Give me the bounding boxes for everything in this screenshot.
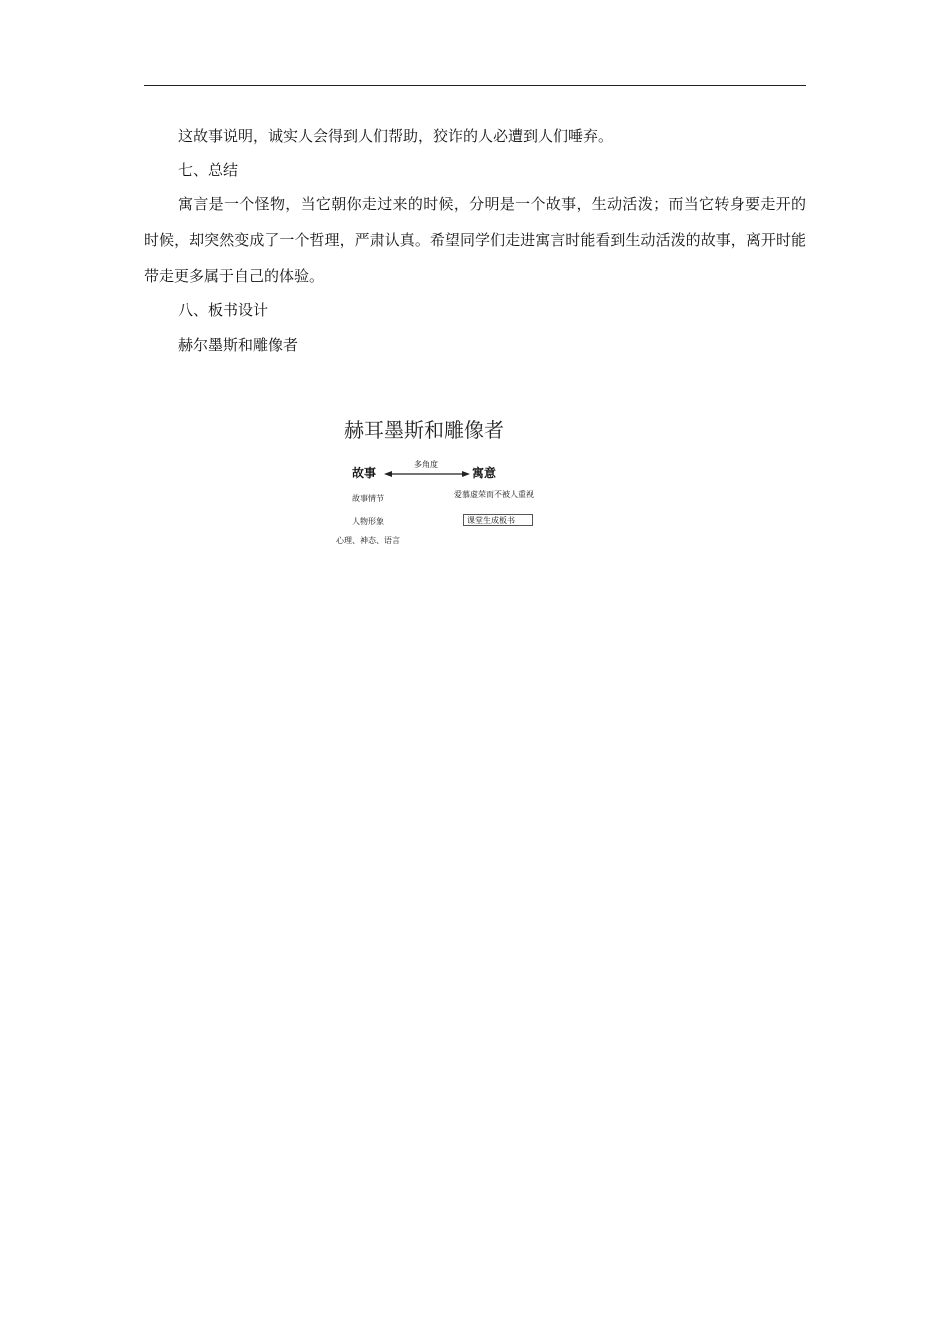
aspects-label: 心理、神态、语言: [336, 536, 400, 545]
header-rule: [144, 85, 806, 86]
board-design-figure: [330, 410, 570, 550]
section-heading-summary: 七、总结: [178, 161, 239, 179]
paragraph-conclusion: 这故事说明，诚实人会得到人们帮助，狡诈的人必遭到人们唾弃。: [178, 127, 614, 145]
moral-text: 爱慕虚荣而不被人重视: [454, 490, 534, 499]
arrow-label: 多角度: [414, 460, 438, 469]
board-moral-label: 寓意: [472, 466, 497, 480]
plot-label: 故事情节: [352, 494, 384, 503]
paragraph-summary: 寓言是一个怪物，当它朝你走过来的时候，分明是一个故事，生动活泼；而当它转身要走开的时候，却突然变成了一个哲理，严肃认真。希望同学们走进寓言时能看到生动活泼的故事，离开时能带走更多属于自己的体验。: [144, 195, 806, 285]
classroom-board-box: 课堂生成板书: [463, 514, 533, 526]
character-label: 人物形象: [352, 517, 384, 526]
section-heading-board-design: 八、板书设计: [178, 301, 269, 319]
double-arrow-icon: [384, 469, 470, 479]
board-title: 赫耳墨斯和雕像者: [344, 418, 504, 442]
board-story-label: 故事: [352, 466, 377, 480]
board-design-subtitle: 赫尔墨斯和雕像者: [178, 336, 299, 354]
